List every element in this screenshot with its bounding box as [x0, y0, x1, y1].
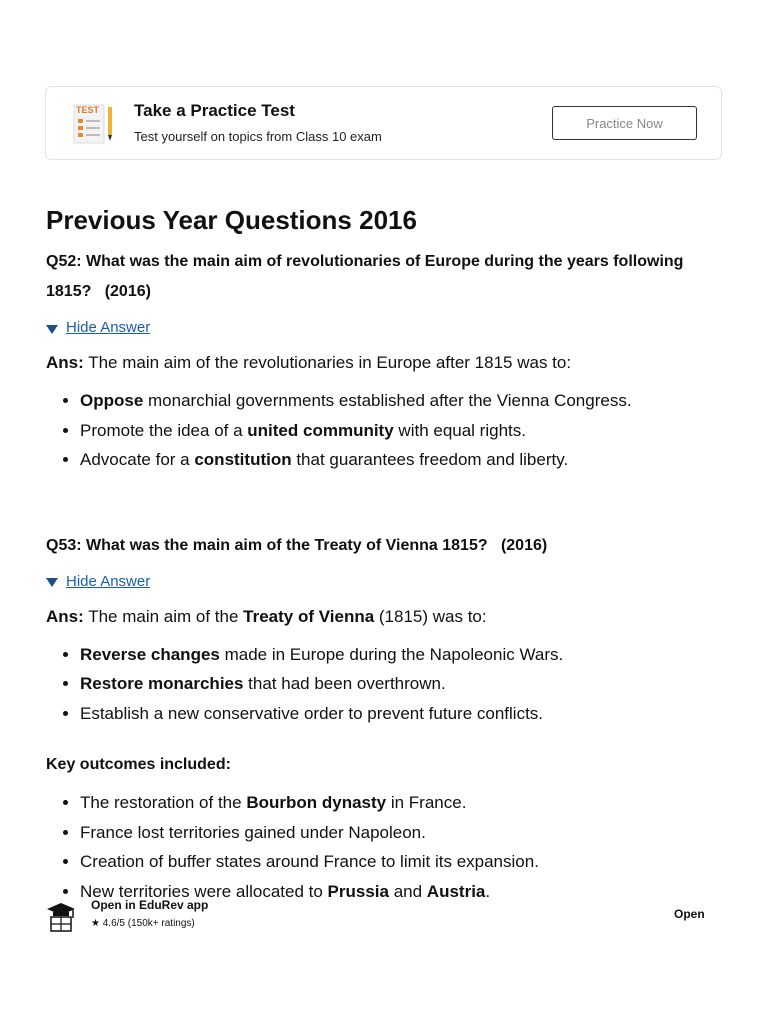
main-content [46, 200, 726, 916]
ans-label: Ans: [46, 606, 84, 626]
answer-intro-q52: Ans: The main aim of the revolutionaries in Europe after 1815 was to: [46, 353, 572, 372]
app-download-banner [46, 896, 726, 936]
practice-card-title: Take a Practice Test [134, 101, 295, 120]
triangle-down-icon [46, 578, 58, 587]
answer-list-q52 [46, 386, 726, 475]
outcomes-list [46, 788, 726, 906]
list-item: • Reverse changes made in Europe during the Napoleonic Wars. [80, 640, 726, 670]
hide-answer-label: Hide Answer [66, 319, 151, 336]
list-item: • France lost territories gained under Napoleon. [80, 818, 726, 848]
hide-answer-label: Hide Answer [66, 572, 151, 590]
practice-card-subtitle: Test yourself on topics from Class 10 exam [134, 129, 382, 144]
list-item: • Oppose monarchial governments established after the Vienna Congress. [80, 386, 726, 416]
list-item: • The restoration of the Bourbon dynasty in France. [80, 788, 726, 818]
page-title: Previous Year Questions 2016 [46, 205, 417, 235]
answer-list-q53 [46, 640, 726, 729]
list-item: • Promote the idea of a united community with equal rights. [80, 416, 726, 446]
hide-answer-toggle-q53[interactable] [46, 573, 150, 590]
list-item: • Restore monarchies that had been overthrown. [80, 669, 726, 699]
app-rating: ★ 4.6/5 (150k+ ratings) [91, 918, 195, 929]
practice-test-card [45, 86, 722, 160]
list-item: • Creation of buffer states around France to limit its expansion. [80, 847, 726, 877]
triangle-down-icon [46, 325, 58, 334]
svg-text:TEST: TEST [76, 105, 100, 115]
key-outcomes-heading: Key outcomes included: [46, 756, 231, 773]
list-item: • New territories were allocated to Prussia and Austria. [80, 877, 726, 907]
practice-now-button[interactable]: Practice Now [552, 106, 697, 140]
list-item: • Establish a new conservative order to prevent future conflicts. [80, 699, 726, 729]
ans-label: Ans: [46, 353, 84, 372]
hide-answer-toggle-q52[interactable] [46, 319, 150, 336]
edurev-app-icon [46, 902, 76, 932]
question-q52: Q52: What was the main aim of revolutionaries of Europe during the years following 1815? (2016) [46, 253, 684, 300]
app-banner-title: Open in EduRev app [91, 898, 209, 912]
question-q53: Q53: What was the main aim of the Treaty of Vienna 1815? (2016) [46, 536, 548, 554]
answer-intro-q53: Ans: The main aim of the Treaty of Vienna (1815) was to: [46, 606, 487, 626]
list-item: • Advocate for a constitution that guarantees freedom and liberty. [80, 445, 726, 475]
open-app-button[interactable]: Open [674, 907, 705, 921]
test-sheet-icon [72, 101, 116, 147]
